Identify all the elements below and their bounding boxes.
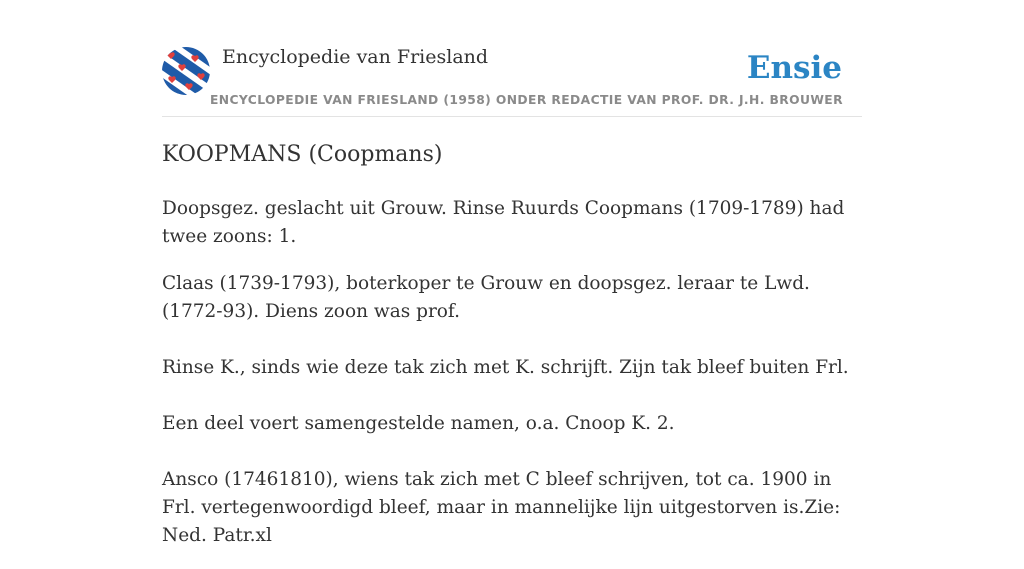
paragraph: Ansco (17461810), wiens tak zich met C bleef schrijven, tot ca. 1900 in Frl. vertegenwoordigd bleef, maar in mannelijke lijn uitgestorven is.Zie: Ned. Patr.xl: [162, 469, 841, 546]
site-subtitle: ENCYCLOPEDIE VAN FRIESLAND (1958) ONDER REDACTIE VAN PROF. DR. J.H. BROUWER: [210, 93, 843, 107]
paragraph: Claas (1739-1793), boterkoper te Grouw en doopsgez. leraar te Lwd. (1772-93). Diens zoon was prof.: [162, 273, 810, 322]
paragraph: Doopsgez. geslacht uit Grouw. Rinse Ruurds Coopmans (1709-1789) had twee zoons: 1.: [162, 198, 845, 247]
article: [162, 140, 862, 569]
paragraph: Een deel voert samengestelde namen, o.a. Cnoop K. 2.: [162, 413, 675, 434]
site-title[interactable]: Encyclopedie van Friesland: [222, 46, 489, 68]
frisian-flag-icon[interactable]: [162, 47, 210, 95]
page-title: KOOPMANS (Coopmans): [162, 142, 443, 167]
site-header: [162, 40, 862, 117]
paragraph: Rinse K., sinds wie deze tak zich met K. schrijft. Zijn tak bleef buiten Frl.: [162, 357, 849, 378]
brand-logo[interactable]: Ensie: [746, 50, 842, 86]
